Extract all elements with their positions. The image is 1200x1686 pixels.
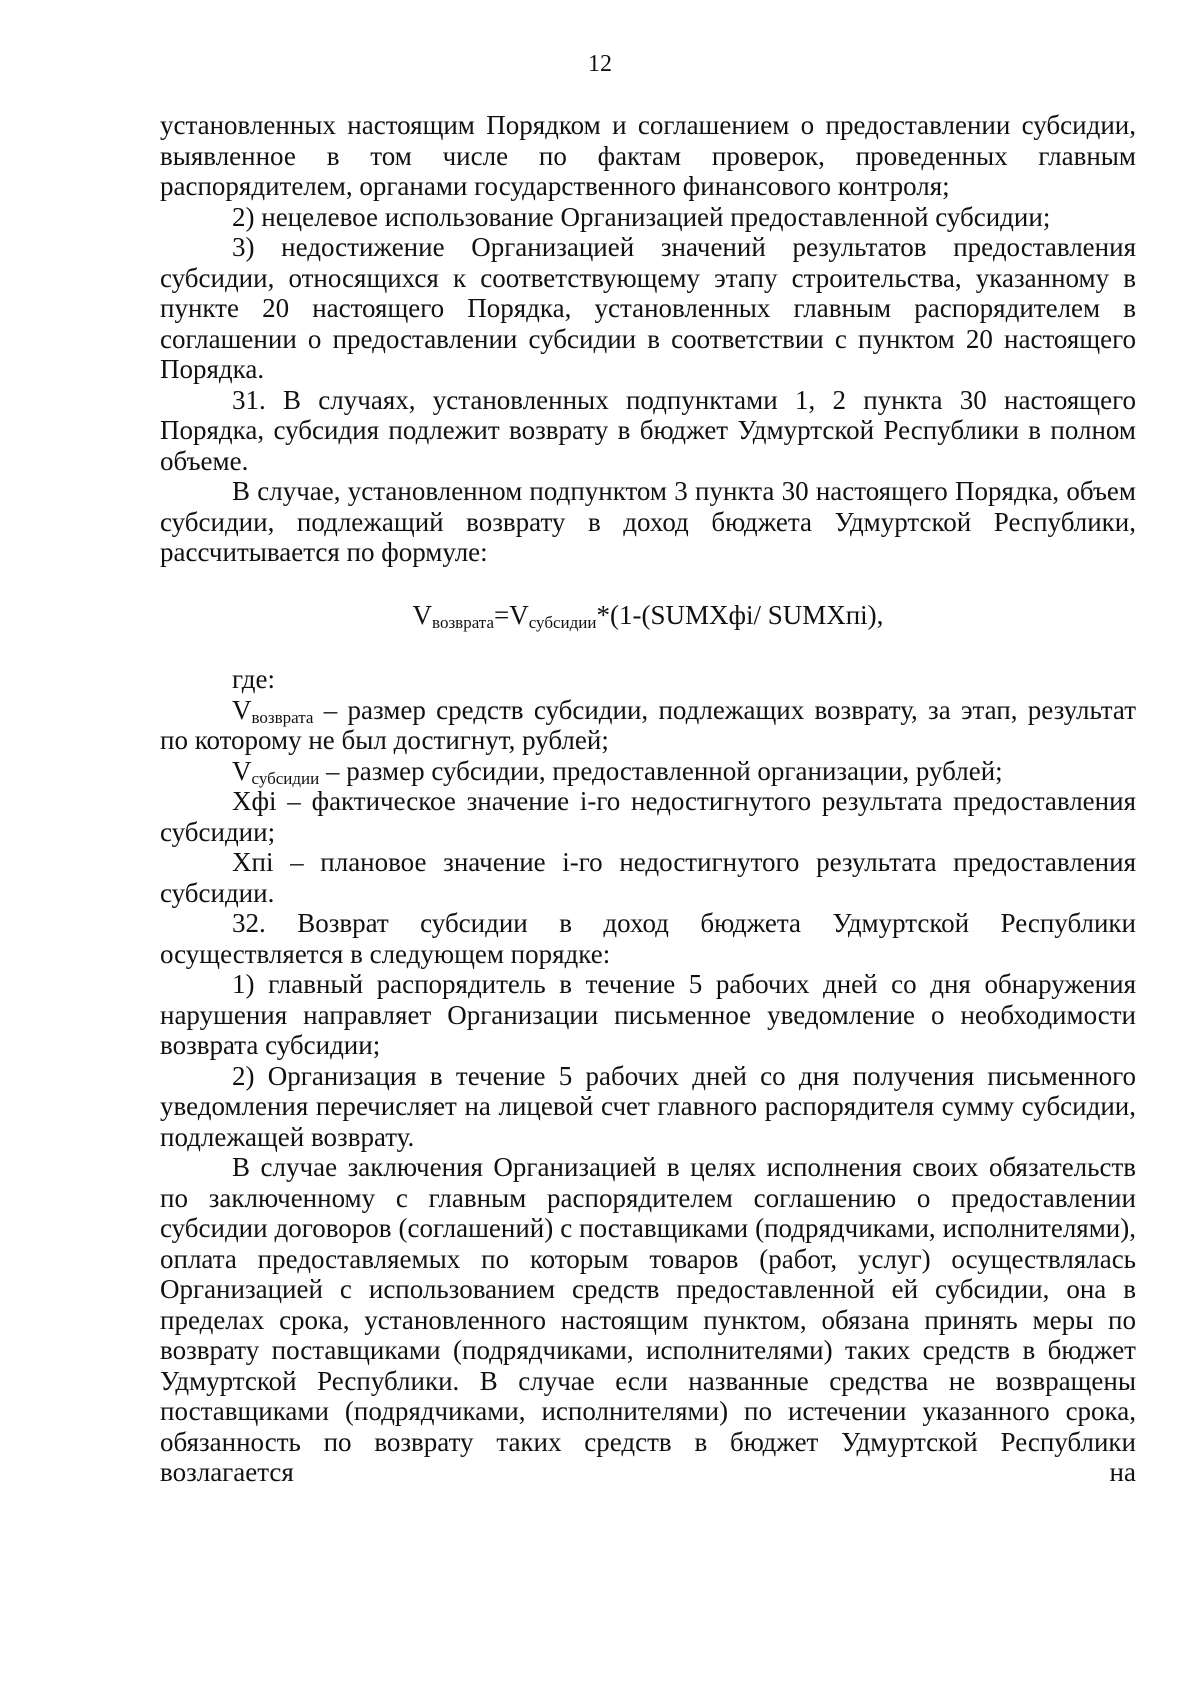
paragraph-contractors: В случае заключения Организацией в целях исполнения своих обязательств по заключенному с главным распорядителем соглашению о предоставлении субсидии договоров (соглашений) с поставщиками (подрядчиками, исполнителями), оплата предоставляемых по которым товаров (работ, услуг) осуществлялась Организацией с использованием средств предоставленной ей субсидии, она в пределах срока, установленного настоящим пунктом, обязана принять меры по возврату поставщиками (подрядчиками, исполнителями) таких средств в бюджет Удмуртской Республики. В случае если названные средства не возвращены поставщиками (подрядчиками, исполнителями) по истечении указанного срока, обязанность по возврату таких средств в бюджет Удмуртской Республики возлагается на (160, 1152, 1136, 1487)
paragraph-continuation: установленных настоящим Порядком и соглашением о предоставлении субсидии, выявленное в том числе по фактам проверок, проведенных главным распорядителем, органами государственного финансового контроля; (160, 110, 1136, 201)
paragraph-formula-intro: В случае, установленном подпунктом 3 пункта 30 настоящего Порядка, объем субсидии, подлежащий возврату в доход бюджета Удмуртской Республики, рассчитывается по формуле: (160, 476, 1136, 567)
formula-rest: *(1-(SUMXфi/ SUMXпi), (596, 599, 884, 630)
definition-v-subsidy (160, 756, 1136, 787)
definition-v-subsidy-sub: субсидии (251, 768, 320, 788)
paragraph-32-item-1: 1) главный распорядитель в течение 5 рабочих дней со дня обнаружения нарушения направляет Организации письменное уведомление о необходимости возврата субсидии; (160, 969, 1136, 1060)
document-body (160, 110, 1136, 1488)
where-label: где: (232, 664, 275, 694)
paragraph-point-32: 32. Возврат субсидии в доход бюджета Удмуртской Республики осуществляется в следующем порядке: (160, 908, 1136, 969)
definition-v-subsidy-symbol: V (232, 755, 252, 786)
paragraph-point-31: 31. В случаях, установленных подпунктами 1, 2 пункта 30 настоящего Порядка, субсидия подлежит возврату в бюджет Удмуртской Республики в полном объеме. (160, 384, 1136, 476)
paragraph-32-item-2: 2) Организация в течение 5 рабочих дней со дня получения письменного уведомления перечисляет на лицевой счет главного распорядителя сумму субсидии, подлежащей возврату. (160, 1060, 1136, 1152)
refund-formula (160, 600, 1136, 631)
definition-v-refund-sub: возврата (251, 707, 314, 727)
formula-v-subsidy-sub: субсидии (528, 612, 597, 632)
definition-x-plan: Xпi – плановое значение i-го недостигнутого результата предоставления субсидии. (160, 847, 1136, 908)
definition-v-refund-symbol: V (232, 694, 252, 725)
paragraph-item-2: 2) нецелевое использование Организацией предоставленной субсидии; (232, 201, 1051, 232)
formula-v-refund: V (412, 599, 433, 630)
formula-equals-v: =V (494, 599, 529, 630)
formula-v-refund-sub: возврата (432, 612, 494, 632)
paragraph-item-3: 3) недостижение Организацией значений результатов предоставления субсидии, относящихся к соответствующему этапу строительства, указанному в пункте 20 настоящего Порядка, установленных главным распорядителем в соглашении о предоставлении субсидии в соответствии с пунктом 20 настоящего Порядка. (160, 232, 1136, 384)
page-number: 12 (588, 51, 612, 77)
definition-v-subsidy-text: – размер субсидии, предоставленной организации, рублей; (319, 755, 1003, 786)
definition-v-refund-text: – размер средств субсидии, подлежащих возврату, за этап, результат по которому не был достигнут, рублей; (160, 694, 1136, 755)
definition-v-refund (160, 695, 1136, 756)
definition-x-fact: Xфi – фактическое значение i-го недостигнутого результата предоставления субсидии; (160, 786, 1136, 847)
